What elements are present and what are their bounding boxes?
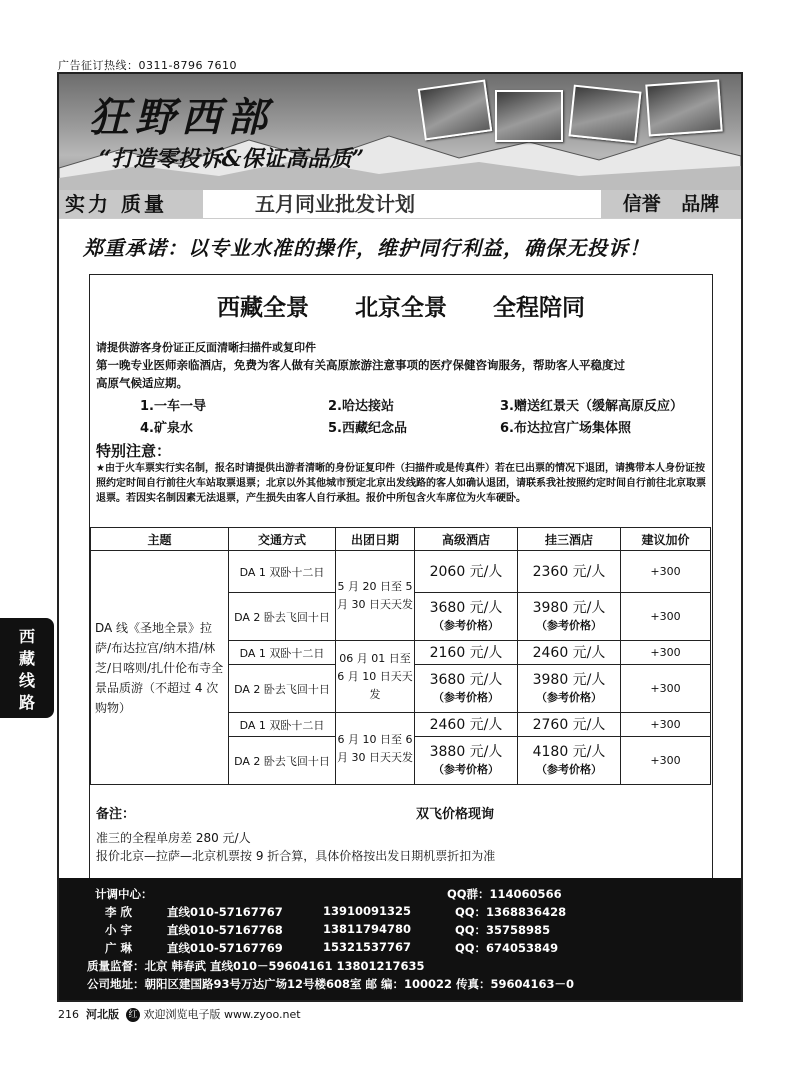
price-value: 3980 元/人 <box>532 671 606 688</box>
date-cell: 06 月 01 日至 6 月 10 日天天发 <box>336 641 415 713</box>
promise-line: 郑重承诺：以专业水准的操作，维护同行利益，确保无投诉！ <box>83 236 650 260</box>
mode-cell: DA 2 卧去飞回十日 <box>229 737 336 785</box>
staff-mobile: 13811794780 <box>323 922 412 936</box>
header-cell: 建议加价 <box>621 528 711 551</box>
header-cell: 交通方式 <box>229 528 336 551</box>
banner <box>59 74 741 190</box>
main-headings: 西藏全景 北京全景 全程陪同 <box>216 295 585 321</box>
add-cell: +300 <box>621 551 711 593</box>
edition-label: 河北版 <box>86 1008 119 1021</box>
ref-label: （参考价格） <box>536 618 602 632</box>
price-value: 4180 元/人 <box>532 743 606 760</box>
header-cell: 高级酒店 <box>415 528 518 551</box>
service-item: 3.赠送红景天（缓解高原反应） <box>500 399 683 414</box>
qq-group: QQ群：114060566 <box>447 887 562 901</box>
remark-line: 准三的全程单房差 280 元/人 <box>96 831 251 845</box>
price-cell <box>518 593 621 641</box>
price-cell <box>415 665 518 713</box>
side-tab-label: 西藏线路 <box>18 627 35 712</box>
price-cell <box>518 737 621 785</box>
price-value: 3680 元/人 <box>429 599 503 616</box>
ad-page <box>57 72 743 1002</box>
service-item: 1.一车一导 <box>140 399 206 414</box>
service-item: 4.矿泉水 <box>140 421 193 436</box>
price-cell <box>415 593 518 641</box>
staff-line: 直线010-57167768 <box>167 923 283 937</box>
banner-slogan: “打造零投诉&保证高品质” <box>99 146 365 172</box>
table-row <box>91 551 711 593</box>
note-line: 请提供游客身份证正反面清晰扫描件或复印件 <box>96 341 316 354</box>
remarks-title: 双飞价格现询 <box>416 807 495 822</box>
price-cell <box>518 665 621 713</box>
price-value: 3680 元/人 <box>429 671 503 688</box>
contact-panel <box>59 878 741 1000</box>
date-cell: 6 月 10 日至 6 月 30 日天天发 <box>336 713 415 785</box>
remarks-label: 备注： <box>96 807 136 822</box>
price-table <box>90 527 711 785</box>
add-cell: +300 <box>621 665 711 713</box>
service-item: 2.哈达接站 <box>328 399 394 414</box>
staff-line: 直线010-57167767 <box>167 905 283 919</box>
dispatch-center: 计调中心： <box>95 887 153 901</box>
special-title: 特别注意： <box>96 442 172 460</box>
staff-mobile: 15321537767 <box>323 940 412 954</box>
footer-text[interactable]: 欢迎浏览电子版 www.zyoo.net <box>143 1008 301 1021</box>
mode-cell: DA 2 卧去飞回十日 <box>229 665 336 713</box>
company-address: 公司地址：朝阳区建国路93号万达广场12号楼608室 邮 编：100022 传真：59604163－0 <box>87 977 575 991</box>
add-cell: +300 <box>621 737 711 785</box>
table-header-row <box>91 528 711 551</box>
photo-4 <box>645 79 722 136</box>
title-bar <box>59 190 741 219</box>
ref-label: （参考价格） <box>433 618 499 632</box>
header-cell: 出团日期 <box>336 528 415 551</box>
price-cell: 2160 元/人 <box>415 641 518 665</box>
brand-logo: 狂野西部 <box>89 94 273 141</box>
mode-cell: DA 2 卧去飞回十日 <box>229 593 336 641</box>
ref-label: （参考价格） <box>536 762 602 776</box>
ref-label: （参考价格） <box>433 690 499 704</box>
header-cell: 主题 <box>91 528 229 551</box>
page-number: 216 <box>58 1008 79 1021</box>
mode-cell: DA 1 双卧十二日 <box>229 641 336 665</box>
add-cell: +300 <box>621 593 711 641</box>
staff-name: 小 宇 <box>105 923 133 937</box>
ref-label: （参考价格） <box>433 762 499 776</box>
date-cell: 5 月 20 日至 5 月 30 日天天发 <box>336 551 415 641</box>
photo-3 <box>568 85 641 144</box>
service-item: 5.西藏纪念品 <box>328 421 407 436</box>
price-value: 3980 元/人 <box>532 599 606 616</box>
price-cell: 2460 元/人 <box>518 641 621 665</box>
staff-qq: QQ：1368836428 <box>455 905 567 919</box>
photo-1 <box>418 80 493 141</box>
remark-line: 报价北京—拉萨—北京机票按 9 折合算，具体价格按出发日期机票折扣为准 <box>96 849 496 863</box>
note-line: 第一晚专业医师亲临酒店，免费为客人做有关高原旅游注意事项的医疗保健咨询服务，帮助客人平稳度过 <box>96 358 625 372</box>
service-item: 6.布达拉宫广场集体照 <box>500 421 631 436</box>
staff-mobile: 13910091325 <box>323 904 412 918</box>
content-box <box>89 274 713 930</box>
add-cell: +300 <box>621 641 711 665</box>
price-cell: 2060 元/人 <box>415 551 518 593</box>
staff-name: 李 欣 <box>105 905 133 919</box>
price-cell: 2460 元/人 <box>415 713 518 737</box>
ad-hotline: 广告征订热线：0311-8796 7610 <box>58 59 237 72</box>
staff-line: 直线010-57167769 <box>167 941 283 955</box>
note-line: 高原气候适应期。 <box>96 376 188 390</box>
ref-label: （参考价格） <box>536 690 602 704</box>
staff-qq: QQ：674053849 <box>455 941 559 955</box>
staff-qq: QQ：35758985 <box>455 923 551 937</box>
price-cell: 2360 元/人 <box>518 551 621 593</box>
price-cell <box>415 737 518 785</box>
photo-2 <box>495 90 563 142</box>
header-cell: 挂三酒店 <box>518 528 621 551</box>
bar-left: 实力 质量 <box>59 190 203 218</box>
quality-supervisor: 质量监督：北京 韩春武 直线010－59604161 13801217635 <box>87 959 425 973</box>
magazine-logo-icon: 红 <box>126 1008 140 1022</box>
footer <box>58 1006 301 1022</box>
price-value: 3880 元/人 <box>429 743 503 760</box>
price-cell: 2760 元/人 <box>518 713 621 737</box>
mode-cell: DA 1 双卧十二日 <box>229 551 336 593</box>
add-cell: +300 <box>621 713 711 737</box>
bar-center: 五月同业批发计划 <box>255 192 415 216</box>
mode-cell: DA 1 双卧十二日 <box>229 713 336 737</box>
theme-cell: DA 线《圣地全景》拉萨/布达拉宫/纳木措/林芝/日喀则/扎什伦布寺全景品质游（不超过 4 次购物） <box>91 551 229 785</box>
staff-name: 广 琳 <box>105 941 133 955</box>
side-tab <box>0 618 54 718</box>
special-notes: ★由于火车票实行实名制，报名时请提供出游者清晰的身份证复印件（扫描件或是传真件）若在已出票的情况下退团，请携带本人身份证按照约定时间自行前往火车站取票退票；北京以外其他城市预定北京出发线路的客人如确认退团，请联系我社按照约定时间自行前往北京取票退票。若因实名制因素无法退票，产生损失由客人自行承担。报价中所包含火车席位为火车硬卧。 <box>96 463 706 504</box>
bar-right: 信誉 品牌 <box>601 190 741 218</box>
